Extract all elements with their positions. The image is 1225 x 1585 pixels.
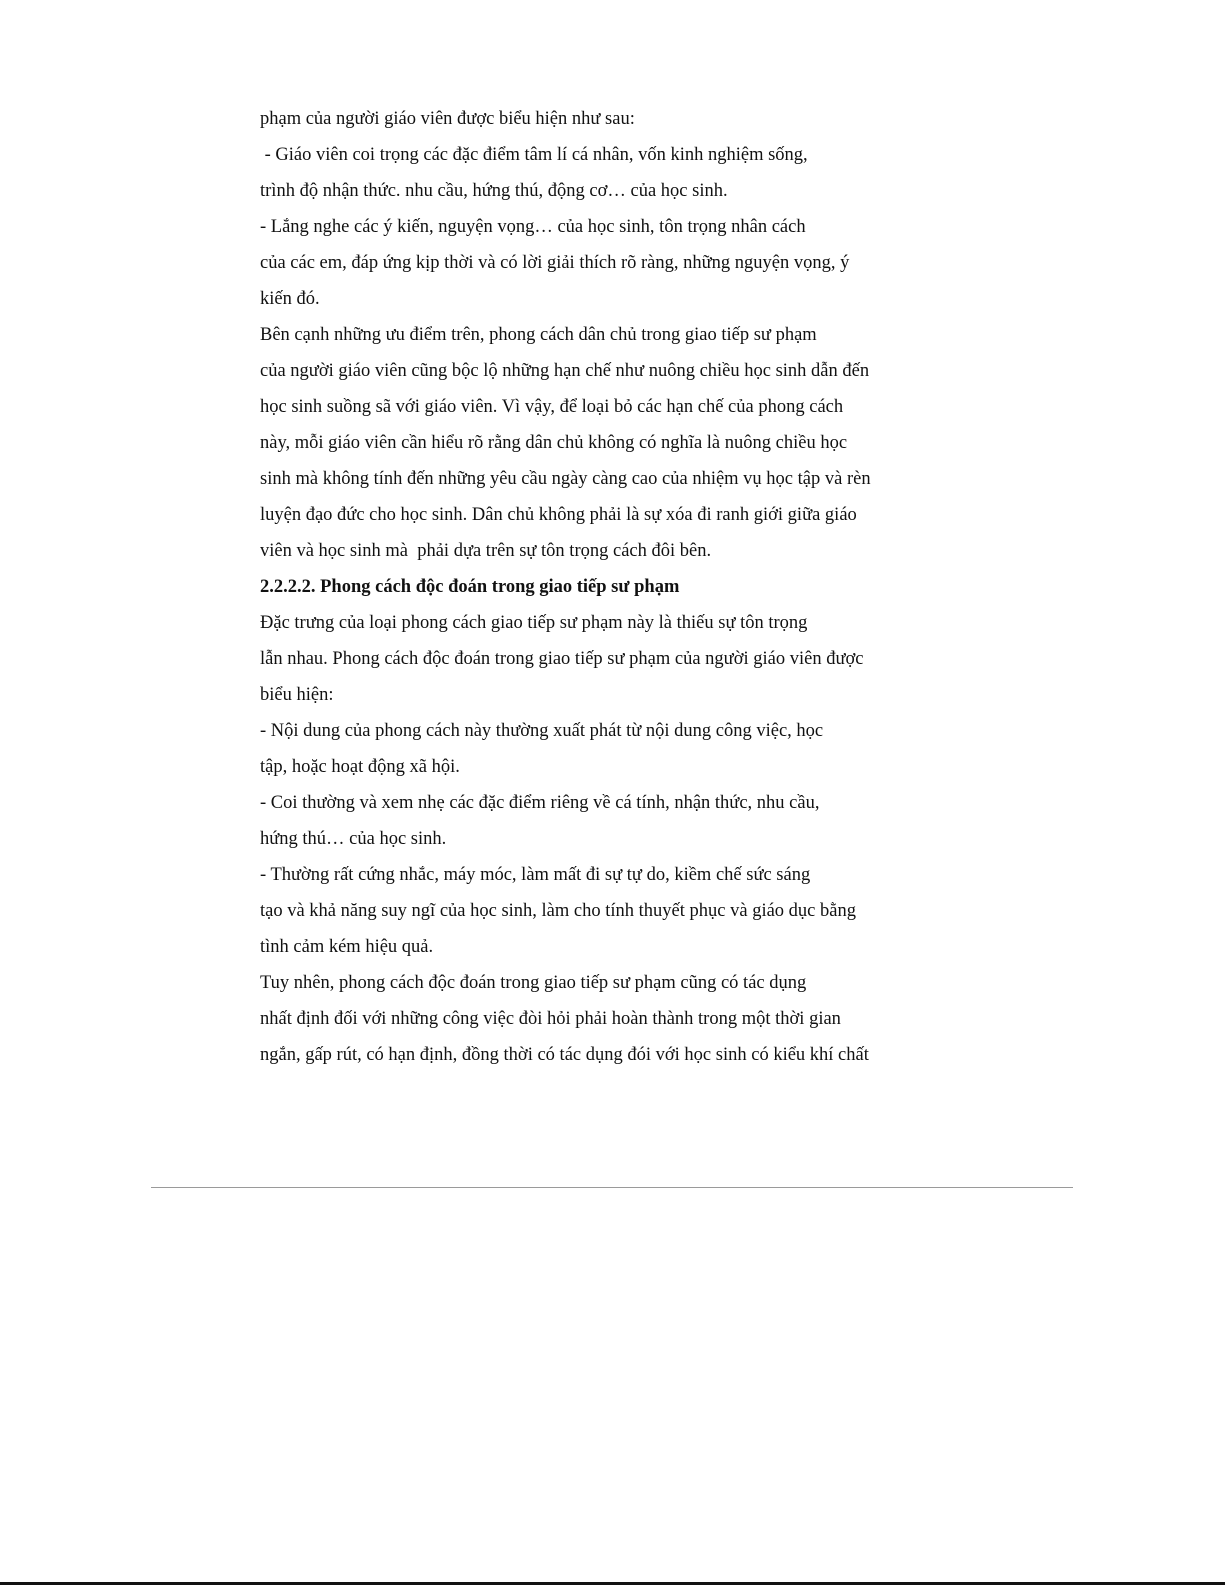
text-line: trình độ nhận thức. nhu cầu, hứng thú, động cơ… của học sinh.: [260, 181, 728, 201]
text-line: của các em, đáp ứng kịp thời và có lời giải thích rõ ràng, những nguyện vọng, ý: [260, 253, 850, 273]
text-line: tình cảm kém hiệu quả.: [260, 937, 434, 957]
body-text: [260, 101, 920, 1073]
text-line: kiến đó.: [260, 289, 320, 309]
text-line: Bên cạnh những ưu điểm trên, phong cách dân chủ trong giao tiếp sư phạm: [260, 325, 817, 345]
text-line: - Lắng nghe các ý kiến, nguyện vọng… của học sinh, tôn trọng nhân cách: [260, 217, 806, 237]
text-line: - Giáo viên coi trọng các đặc điểm tâm lí cá nhân, vốn kinh nghiệm sống,: [260, 145, 808, 165]
text-line: - Thường rất cứng nhắc, máy móc, làm mất đi sự tự do, kiềm chế sức sáng: [260, 865, 811, 885]
text-line: luyện đạo đức cho học sinh. Dân chủ không phải là sự xóa đi ranh giới giữa giáo: [260, 505, 857, 525]
text-line: ngắn, gấp rút, có hạn định, đồng thời có tác dụng đói với học sinh có kiểu khí chất: [260, 1045, 869, 1065]
section-heading: 2.2.2.2. Phong cách độc đoán trong giao tiếp sư phạm: [260, 577, 680, 597]
text-line: hứng thú… của học sinh.: [260, 829, 447, 849]
text-line: của người giáo viên cũng bộc lộ những hạn chế như nuông chiều học sinh dẫn đến: [260, 361, 870, 381]
text-line: tạo và khả năng suy ngĩ của học sinh, làm cho tính thuyết phục và giáo dục bằng: [260, 901, 856, 921]
text-line: sinh mà không tính đến những yêu cầu ngày càng cao của nhiệm vụ học tập và rèn: [260, 469, 871, 489]
text-line: nhất định đối với những công việc đòi hỏi phải hoàn thành trong một thời gian: [260, 1009, 841, 1029]
text-line: phạm của người giáo viên được biểu hiện như sau:: [260, 109, 635, 129]
page-divider: [151, 1187, 1073, 1188]
text-line: tập, hoặc hoạt động xã hội.: [260, 757, 460, 777]
text-line: học sinh suồng sã với giáo viên. Vì vậy, để loại bỏ các hạn chế của phong cách: [260, 397, 844, 417]
text-line: lẫn nhau. Phong cách độc đoán trong giao tiếp sư phạm của người giáo viên được: [260, 649, 864, 669]
text-line: Đặc trưng của loại phong cách giao tiếp sư phạm này là thiếu sự tôn trọng: [260, 613, 808, 633]
text-line: - Nội dung của phong cách này thường xuất phát từ nội dung công việc, học: [260, 721, 824, 741]
text-line: biểu hiện:: [260, 685, 334, 705]
text-line: Tuy nhên, phong cách độc đoán trong giao tiếp sư phạm cũng có tác dụng: [260, 973, 807, 993]
text-line: này, mỗi giáo viên cần hiểu rõ rằng dân chủ không có nghĩa là nuông chiều học: [260, 433, 848, 453]
text-line: viên và học sinh mà phải dựa trên sự tôn trọng cách đôi bên.: [260, 541, 712, 561]
text-line: - Coi thường và xem nhẹ các đặc điểm riêng về cá tính, nhận thức, nhu cầu,: [260, 793, 820, 813]
